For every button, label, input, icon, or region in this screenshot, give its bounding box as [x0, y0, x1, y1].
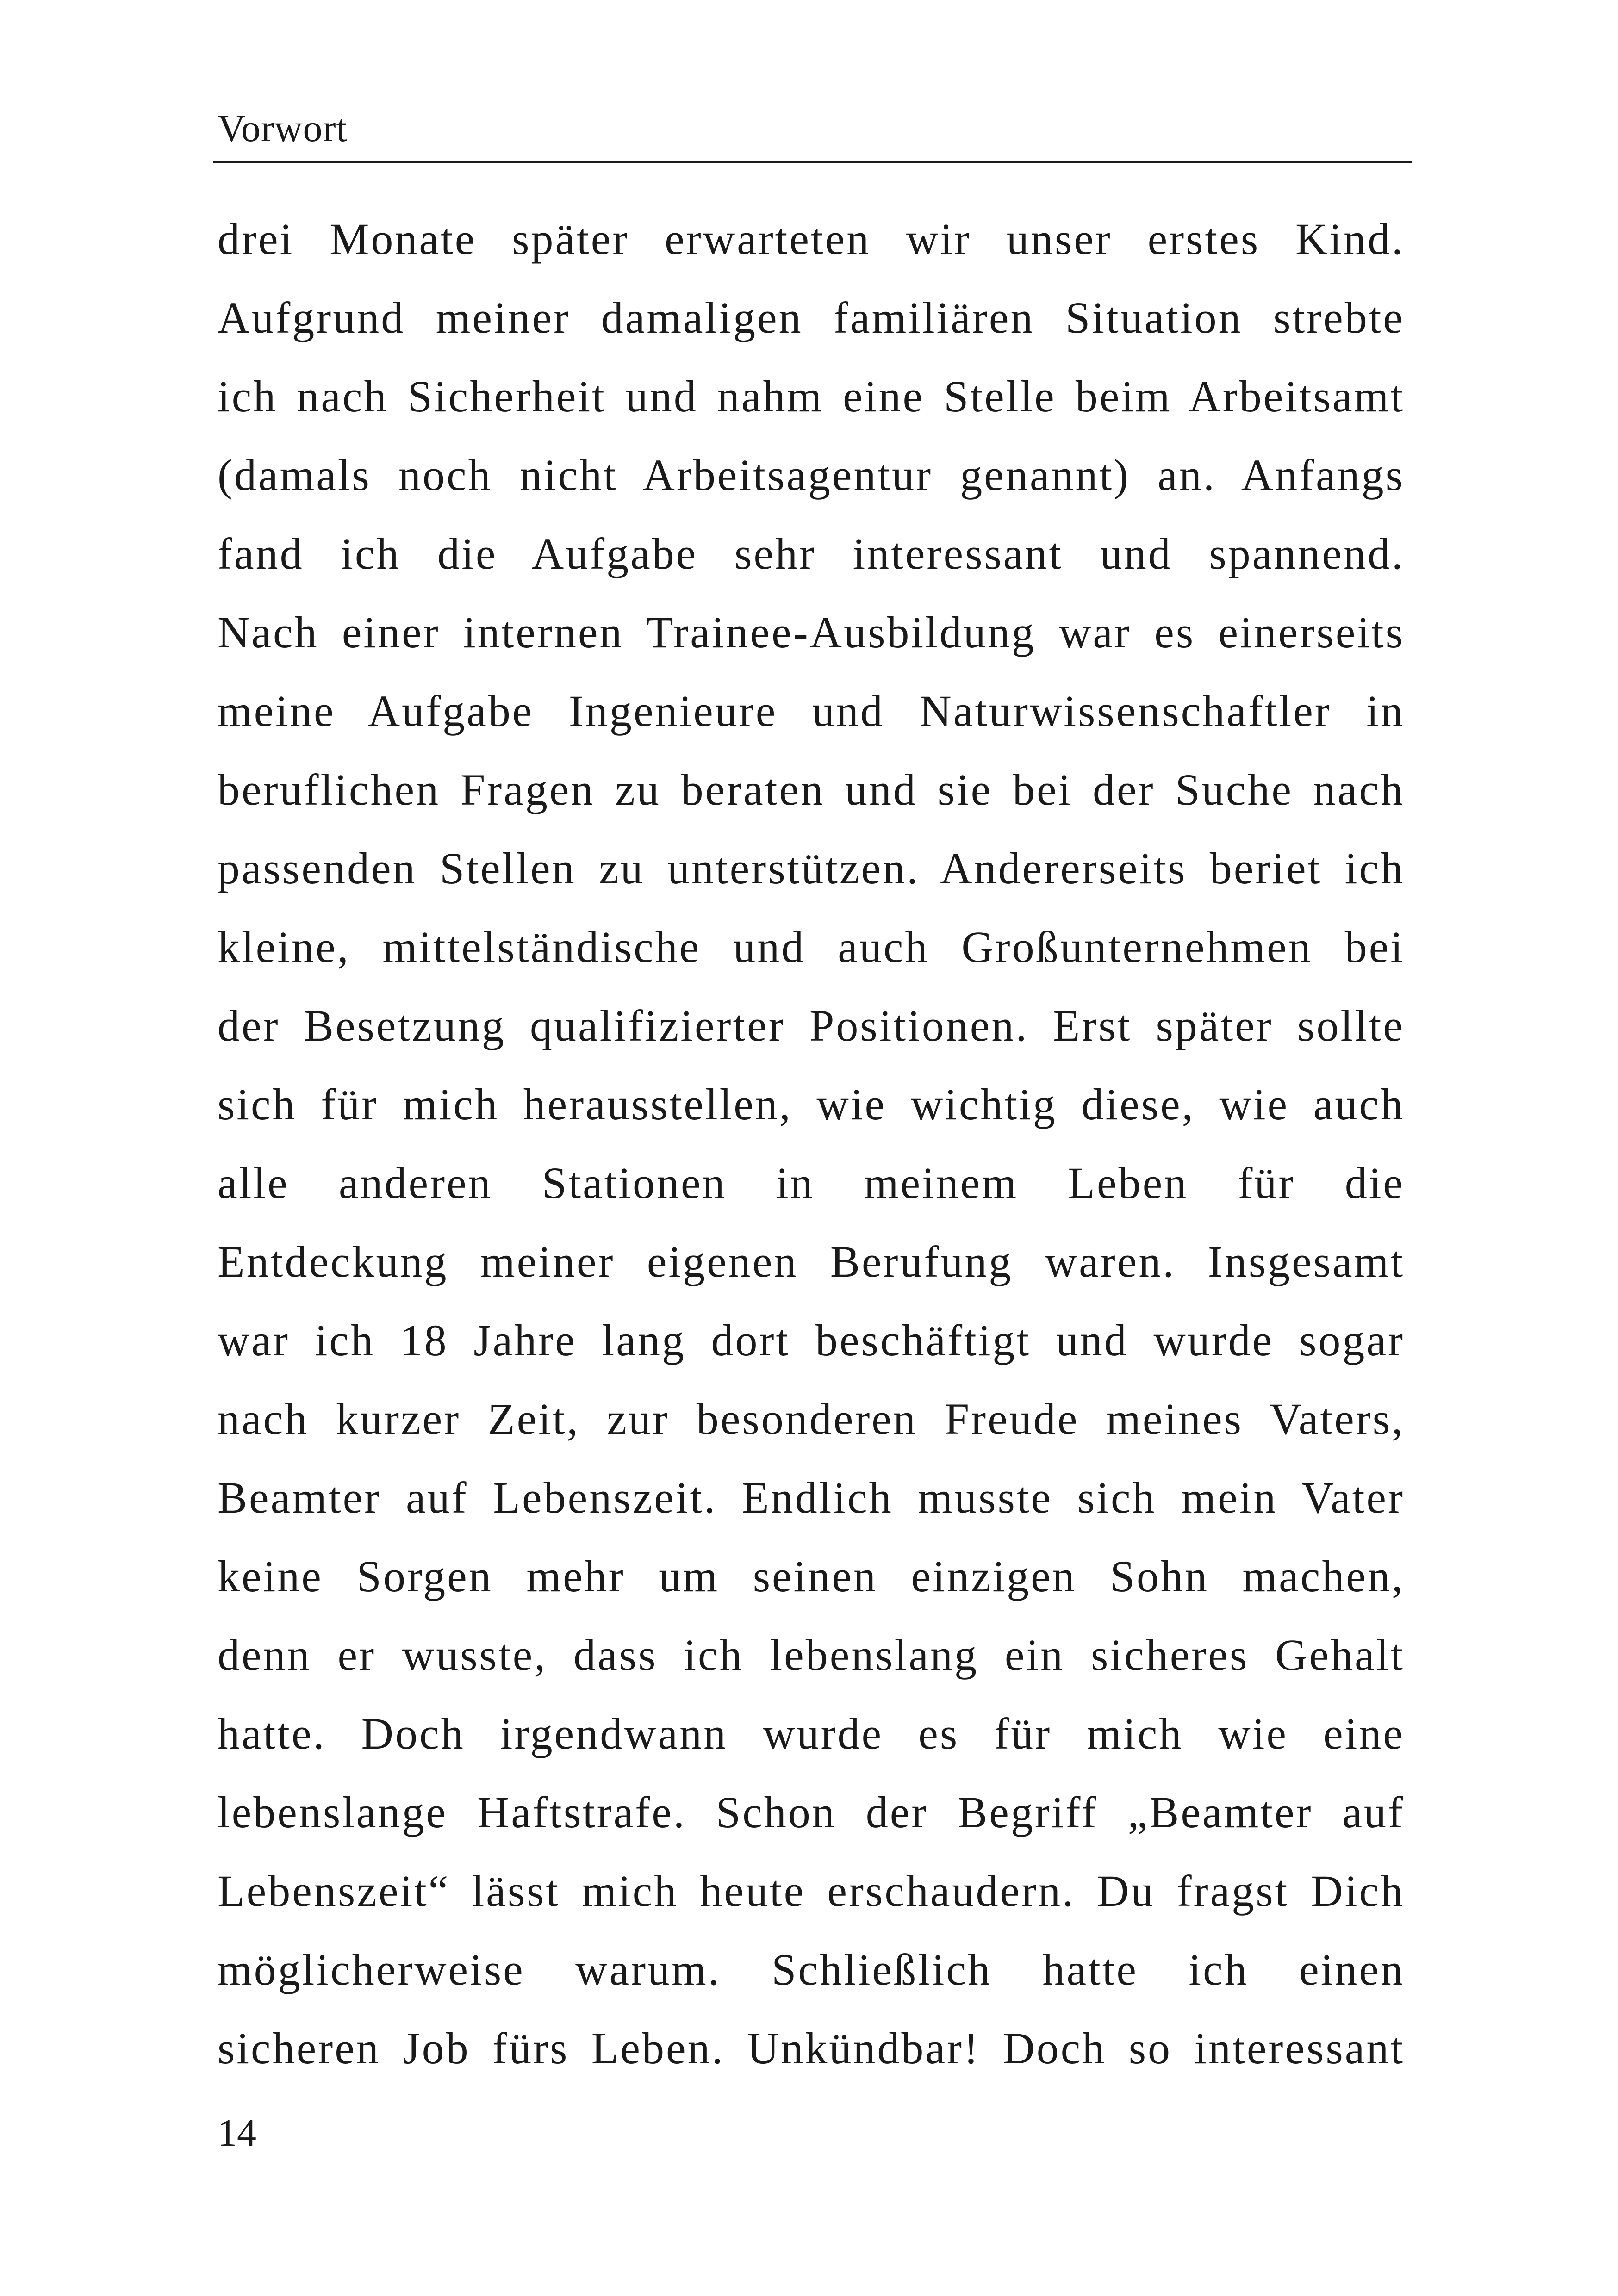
text-line: fand ich die Aufgabe sehr interessant und spannend. [218, 529, 1405, 578]
text-line: ich nach Sicherheit und nahm eine Stelle beim Arbeitsamt [218, 372, 1405, 421]
text-line: sicheren Job fürs Leben. Unkündbar! Doch so interessant [218, 2023, 1405, 2073]
text-line: drei Monate später erwarteten wir unser erstes Kind. [218, 214, 1405, 264]
text-line: Lebenszeit“ lässt mich heute erschaudern. Du fragst Dich [218, 1866, 1405, 1916]
page-number: 14 [218, 2111, 256, 2154]
text-line: (damals noch nicht Arbeitsagentur genannt) an. Anfangs [218, 450, 1405, 500]
header-divider [213, 161, 1412, 163]
text-line: lebenslange Haftstrafe. Schon der Begriff „Beamter auf [218, 1787, 1405, 1837]
text-line: meine Aufgabe Ingenieure und Naturwissenschaftler in [218, 686, 1405, 736]
body-text [218, 200, 1405, 2088]
text-line: sich für mich herausstellen, wie wichtig diese, wie auch [218, 1080, 1405, 1129]
text-line: Entdeckung meiner eigenen Berufung waren. Insgesamt [218, 1237, 1405, 1286]
text-line: Aufgrund meiner damaligen familiären Situation strebte [218, 293, 1405, 342]
text-line: Nach einer internen Trainee-Ausbildung war es einerseits [218, 608, 1405, 657]
text-line: beruflichen Fragen zu beraten und sie bei der Suche nach [218, 765, 1405, 814]
text-line: war ich 18 Jahre lang dort beschäftigt und wurde sogar [218, 1316, 1405, 1365]
text-line: kleine, mittelständische und auch Großunternehmen bei [218, 922, 1405, 972]
text-line: Beamter auf Lebenszeit. Endlich musste sich mein Vater [218, 1473, 1405, 1522]
text-line: möglicherweise warum. Schließlich hatte ich einen [218, 1945, 1405, 1994]
text-line: passenden Stellen zu unterstützen. Andererseits beriet ich [218, 844, 1405, 893]
text-line: alle anderen Stationen in meinem Leben für die [218, 1158, 1405, 1208]
running-head-title: Vorwort [218, 107, 348, 150]
text-line: nach kurzer Zeit, zur besonderen Freude meines Vaters, [218, 1394, 1405, 1444]
text-line: keine Sorgen mehr um seinen einzigen Sohn machen, [218, 1551, 1405, 1601]
text-line: hatte. Doch irgendwann wurde es für mich wie eine [218, 1709, 1405, 1758]
text-line: der Besetzung qualifizierter Positionen. Erst später sollte [218, 1001, 1405, 1050]
text-line: denn er wusste, dass ich lebenslang ein sicheres Gehalt [218, 1630, 1405, 1680]
